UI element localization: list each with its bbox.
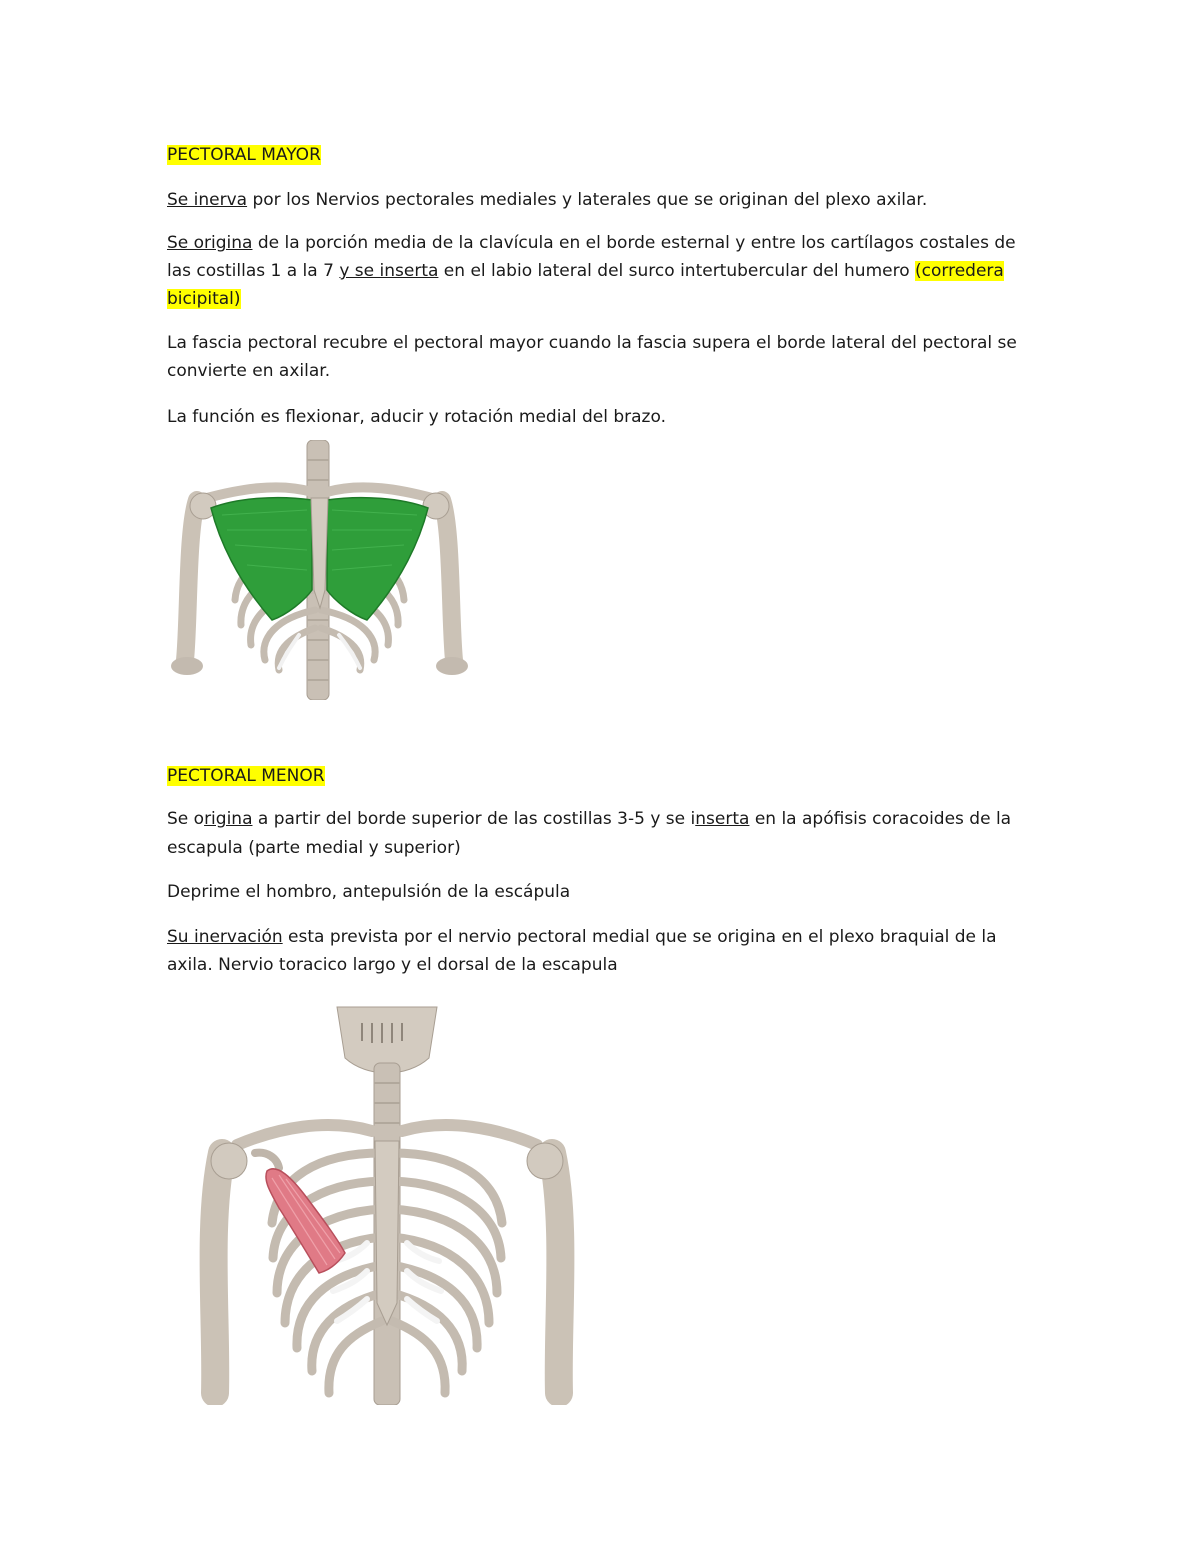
highlight: PECTORAL MAYOR (167, 145, 321, 165)
text: Se o (167, 809, 205, 829)
paragraph-fascia-line1: La fascia pectoral recubre el pectoral mayor cuando la fascia supera el borde lateral del pectoral se (167, 333, 1017, 353)
underlined-text: nserta (695, 809, 750, 829)
text: en el labio lateral del surco intertubercular del humero (438, 261, 916, 281)
paragraph-funcion-mayor: La función es flexionar, aducir y rotación medial del brazo. (167, 407, 666, 427)
paragraph-inervacion-mayor (167, 187, 1047, 214)
highlight: (corredera (915, 261, 1004, 281)
text: de la porción media de la clavícula en el borde esternal y entre los cartílagos costales de (252, 233, 1016, 253)
pectoral-minor-illustration (167, 1003, 607, 1405)
underlined-text: Su inervación (167, 927, 283, 947)
highlight: bicipital) (167, 289, 241, 309)
paragraph-inervacion-menor-line2: axila. Nervio toracico largo y el dorsal de la escapula (167, 955, 618, 975)
underlined-text: Se inerva (167, 190, 248, 210)
paragraph-origen-mayor-line2 (167, 258, 1047, 285)
paragraph-origen-menor-line1 (167, 806, 1047, 833)
text: las costillas 1 a la 7 (167, 261, 340, 281)
underlined-text: Se origina (167, 233, 253, 253)
paragraph-origen-mayor-line3 (167, 286, 1047, 313)
paragraph-funcion-menor: Deprime el hombro, antepulsión de la escápula (167, 882, 571, 902)
heading-pectoral-mayor (167, 142, 1047, 169)
underlined-text: rigina (204, 809, 253, 829)
underlined-text: y se inserta (339, 261, 439, 281)
paragraph-fascia-line2: convierte en axilar. (167, 361, 331, 381)
pectoral-major-illustration (167, 440, 472, 700)
text: por los Nervios pectorales mediales y laterales que se originan del plexo axilar. (247, 190, 928, 210)
highlight: PECTORAL MENOR (167, 766, 325, 786)
text: esta prevista por el nervio pectoral medial que se origina en el plexo braquial de la (282, 927, 997, 947)
heading-pectoral-menor (167, 763, 1047, 790)
paragraph-inervacion-menor-line1 (167, 924, 1047, 951)
paragraph-origen-menor-line2: escapula (parte medial y superior) (167, 838, 461, 858)
paragraph-origen-mayor-line1 (167, 230, 1047, 257)
text: a partir del borde superior de las costillas 3-5 y se i (252, 809, 696, 829)
text: en la apófisis coracoides de la (749, 809, 1012, 829)
